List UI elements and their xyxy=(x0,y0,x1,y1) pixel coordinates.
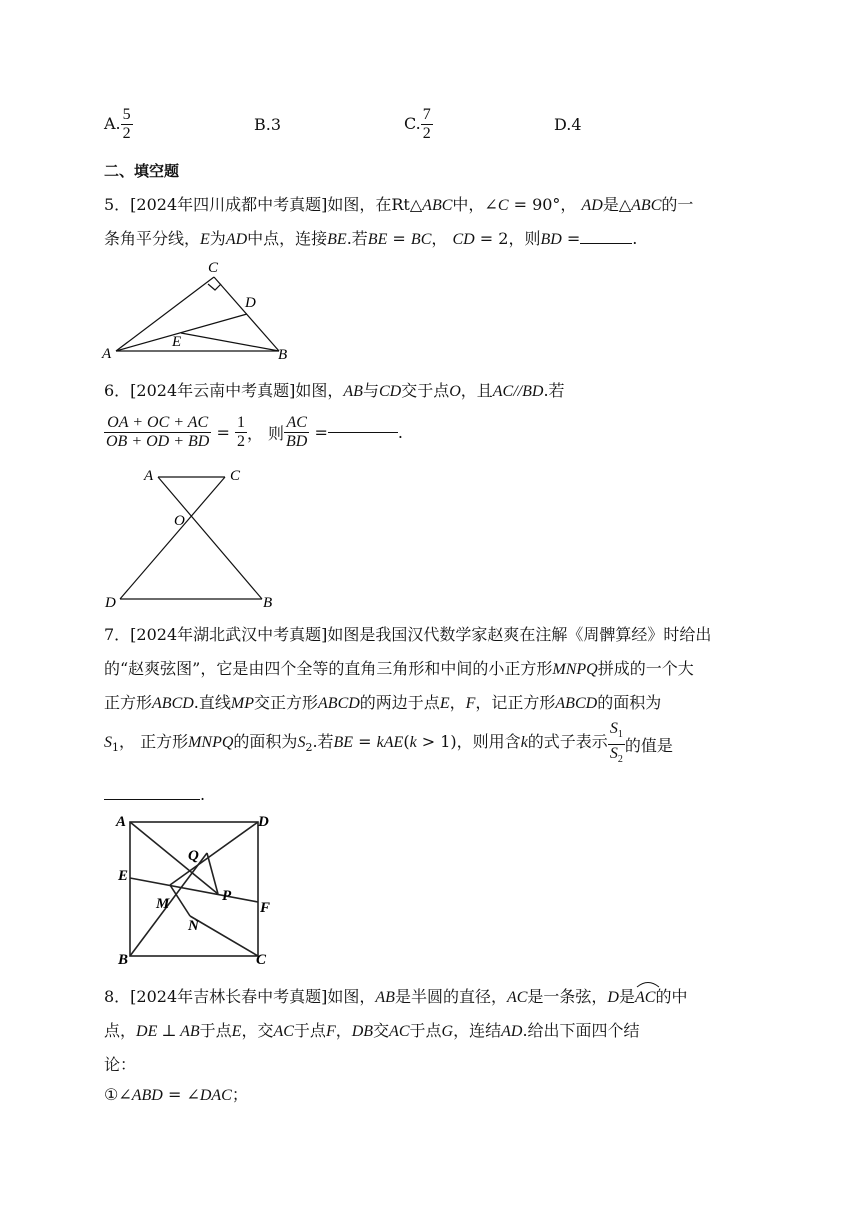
option-c-prefix: C. xyxy=(404,114,421,133)
q7-line-d-m xyxy=(170,822,258,885)
q7-line-1: 7．[2024年湖北武汉中考真题]如图是我国汉代数学家赵爽在注解《周髀算经》时给出 xyxy=(104,625,712,644)
q7-line-3: 正方形ABCD.直线MP交正方形ABCD的两边于点E，F，记正方形ABCD的面积为 xyxy=(104,693,662,712)
q6-fraction-perimeters: $\frac{OA + OC + AC}{OB + OD + BD}$ xyxy=(106,414,210,450)
q7-label-p: P xyxy=(222,888,232,904)
q6-line-1: 6．[2024年云南中考真题]如图，AB与CD交于点O，且AC//BD.若 xyxy=(104,381,565,400)
q6-hourglass-figure xyxy=(100,462,290,612)
q7-label-c: C xyxy=(256,952,267,968)
q7-label-n: N xyxy=(188,918,199,934)
q8-arc-ac: AC xyxy=(635,986,655,1009)
q5-line-2: 条角平分线，E为AD中点，连接BE.若BE = BC， CD = 2，则BD = . xyxy=(104,229,638,248)
q6-line-2: $\frac{OA + OC + AC}{OB + OD + BD}$ = $\frac{1}{2}$ ， 则 $\frac{AC}{BD}$ = . xyxy=(106,414,403,450)
q5-label-c: C xyxy=(208,260,219,276)
q5-segment-ac xyxy=(116,277,214,351)
option-b: B.3 xyxy=(254,115,282,134)
q8-line-3: 论： xyxy=(104,1055,137,1074)
option-a xyxy=(104,106,133,143)
q7-line-4: $S_1$， 正方形MNPQ的面积为$S_2$.若BE = kAE(k > 1)，则用含k的式子表示 $\frac{S_1}{S_2}$ 的值是 xyxy=(104,720,673,769)
q7-line-c-n xyxy=(190,916,258,956)
q7-answer-blank xyxy=(104,799,200,800)
q7-label-a: A xyxy=(116,814,127,830)
q7-label-f: F xyxy=(260,900,271,916)
q7-zhao-shuang-figure xyxy=(110,808,280,970)
q7-fraction-s1-s2: $\frac{S_1}{S_2}$ xyxy=(609,720,623,766)
q6-label-b: B xyxy=(263,595,273,611)
q6-fraction-half: $\frac{1}{2}$ xyxy=(236,414,245,450)
q5-triangle-figure xyxy=(100,255,300,365)
q6-answer-blank xyxy=(328,432,398,433)
option-a-prefix: A. xyxy=(104,114,121,133)
section-title: 二、填空题 xyxy=(104,162,180,180)
option-a-fraction: $\frac{5}{2}$ xyxy=(122,106,131,142)
q7-line-2: 的“赵爽弦图”，它是由四个全等的直角三角形和中间的小正方形MNPQ拼成的一个大 xyxy=(104,659,694,678)
q6-label-c: C xyxy=(230,468,241,484)
q7-segment-qp xyxy=(207,853,218,894)
q6-label-a: A xyxy=(144,468,154,484)
q5-line-1: 5．[2024年四川成都中考真题]如图，在Rt△ABC中，∠C = 90°， AD是△ABC的一 xyxy=(104,195,694,214)
q7-label-e: E xyxy=(118,868,129,884)
q7-line-ef xyxy=(130,878,258,902)
q7-label-m: M xyxy=(156,896,170,912)
q5-answer-blank xyxy=(580,243,632,244)
q8-line-2: 点，DE ⊥ AB于点E，交AC于点F，DB交AC于点G，连结AD.给出下面四个结 xyxy=(104,1021,640,1040)
q7-label-d: D xyxy=(258,814,269,830)
q7-line-5: . xyxy=(104,784,205,806)
option-d: D.4 xyxy=(554,115,582,134)
q6-label-o: O xyxy=(174,513,185,529)
arc-icon xyxy=(635,980,661,988)
q6-label-d: D xyxy=(105,595,116,611)
option-c-fraction: $\frac{7}{2}$ xyxy=(422,106,431,142)
q5-label-a: A xyxy=(102,346,112,362)
q5-label-d: D xyxy=(245,295,256,311)
q8-line-1: 8．[2024年吉林长春中考真题]如图，AB是半圆的直径，AC是一条弦，D是 AC的中 xyxy=(104,986,687,1009)
q5-label-b: B xyxy=(278,347,288,363)
q5-segment-eb xyxy=(181,333,279,351)
q5-label-e: E xyxy=(172,334,182,350)
q7-square-abcd xyxy=(130,822,258,956)
q8-conclusion-1: ①∠ABD = ∠DAC； xyxy=(104,1085,248,1104)
q6-fraction-ac-bd: $\frac{AC}{BD}$ xyxy=(286,414,308,450)
option-c xyxy=(404,106,433,143)
q7-label-q: Q xyxy=(188,848,199,864)
q5-right-angle-mark xyxy=(208,284,221,290)
q7-label-b: B xyxy=(118,952,129,968)
q7-line-a-p xyxy=(130,822,218,894)
